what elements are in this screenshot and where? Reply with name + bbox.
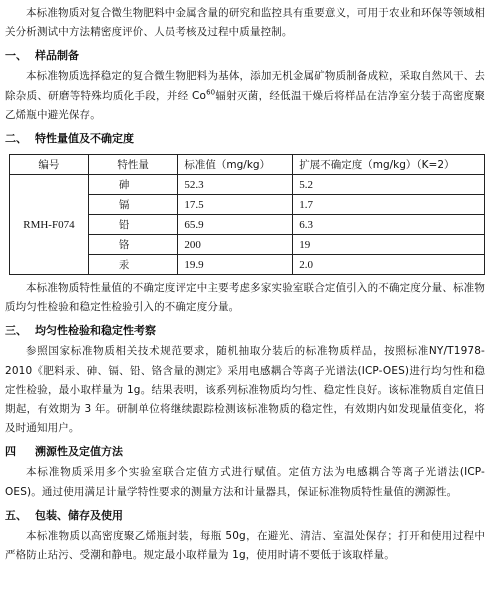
section-4-heading bbox=[5, 442, 485, 461]
section-number: 三、 bbox=[5, 324, 27, 338]
value-cell: 65.9 bbox=[178, 215, 293, 235]
uncertainty-cell: 2.0 bbox=[293, 255, 485, 275]
sample-code-cell: RMH-F074 bbox=[10, 175, 89, 275]
paragraph-text: 本标准物质选择稳定的复合微生物肥料为基体，添加无机金属矿物质制备成粒，采取自然风干、去除杂质、研磨等特殊均质化手段，并经 Co bbox=[5, 70, 485, 102]
value-cell: 19.9 bbox=[178, 255, 293, 275]
property-cell: 汞 bbox=[88, 255, 178, 275]
section-title: 包装、储存及使用 bbox=[35, 508, 123, 522]
column-header-standard-value: 标准值（mg/kg） bbox=[178, 155, 293, 175]
property-cell: 铬 bbox=[88, 235, 178, 255]
value-cell: 17.5 bbox=[178, 195, 293, 215]
section-number: 一、 bbox=[5, 49, 27, 63]
section-2-heading bbox=[5, 129, 485, 148]
section-number: 二、 bbox=[5, 132, 27, 146]
property-cell: 砷 bbox=[88, 175, 178, 195]
section-title: 样品制备 bbox=[35, 49, 79, 63]
uncertainty-cell: 1.7 bbox=[293, 195, 485, 215]
section-number: 四 bbox=[5, 445, 16, 459]
uncertainty-cell: 6.3 bbox=[293, 215, 485, 235]
table-row bbox=[10, 175, 485, 195]
section-title: 特性量值及不确定度 bbox=[35, 132, 134, 146]
section-title: 均匀性检验和稳定性考察 bbox=[35, 324, 156, 338]
section-4-paragraph: 本标准物质采用多个实验室联合定值方式进行赋值。定值方法为电感耦合等离子光谱法(ICP-OES)。通过使用满足计量学特性要求的测量方法和计量器具，保证标准物质特性量值的溯源性。 bbox=[5, 466, 485, 498]
section-title: 溯源性及定值方法 bbox=[35, 445, 123, 459]
uncertainty-cell: 5.2 bbox=[293, 175, 485, 195]
property-values-table bbox=[9, 154, 485, 275]
section-3-heading bbox=[5, 321, 485, 340]
uncertainty-cell: 19 bbox=[293, 235, 485, 255]
column-header-property: 特性量 bbox=[88, 155, 178, 175]
section-2-paragraph: 本标准物质特性量值的不确定度评定中主要考虑多家实验室联合定值引入的不确定度分量、标准物质均匀性检验和稳定性检验引入的不确定度分量。 bbox=[5, 282, 485, 314]
paragraph-text: 辐射灭菌，经低温干燥后将样品在洁净室分装于高密度聚乙烯瓶中避光保存。 bbox=[5, 89, 485, 121]
section-3-paragraph: 参照国家标准物质相关技术规范要求，随机抽取分装后的标准物质样品，按照标准NY/T1978-2010《肥料汞、砷、镉、铅、铬含量的测定》采用电感耦合等离子光谱法(ICP-OES)进行均匀性和稳定性检验，最小取样量为 1g。结果表明，该系列标准物质均匀性、稳定性良好。该标准物质自定值日期起，有效期为 3 年。研制单位将继续跟踪检测该标准物质的稳定性，有效期内如发现量值变化，将及时通知用户。 bbox=[5, 345, 485, 435]
section-1-paragraph bbox=[5, 67, 485, 125]
section-number: 五、 bbox=[5, 508, 27, 522]
property-cell: 镉 bbox=[88, 195, 178, 215]
section-5-paragraph: 本标准物质以高密度聚乙烯瓶封装，每瓶 50g，在避光、清洁、室温处保存；打开和使用过程中严格防止玷污、受潮和静电。规定最小取样量为 1g，使用时请不要低于该取样量。 bbox=[5, 529, 485, 562]
intro-paragraph: 本标准物质对复合微生物肥料中金属含量的研究和监控具有重要意义，可用于农业和环保等领域相关分析测试中方法精密度评价、人员考核及过程中质量控制。 bbox=[5, 7, 485, 39]
section-5-heading bbox=[5, 506, 485, 525]
value-cell: 52.3 bbox=[178, 175, 293, 195]
column-header-uncertainty: 扩展不确定度（mg/kg）（K=2） bbox=[293, 155, 485, 175]
column-header-code: 编号 bbox=[10, 155, 89, 175]
superscript: 60 bbox=[206, 88, 216, 97]
table-header-row bbox=[10, 155, 485, 175]
property-cell: 铅 bbox=[88, 215, 178, 235]
value-cell: 200 bbox=[178, 235, 293, 255]
section-1-heading bbox=[5, 46, 485, 65]
